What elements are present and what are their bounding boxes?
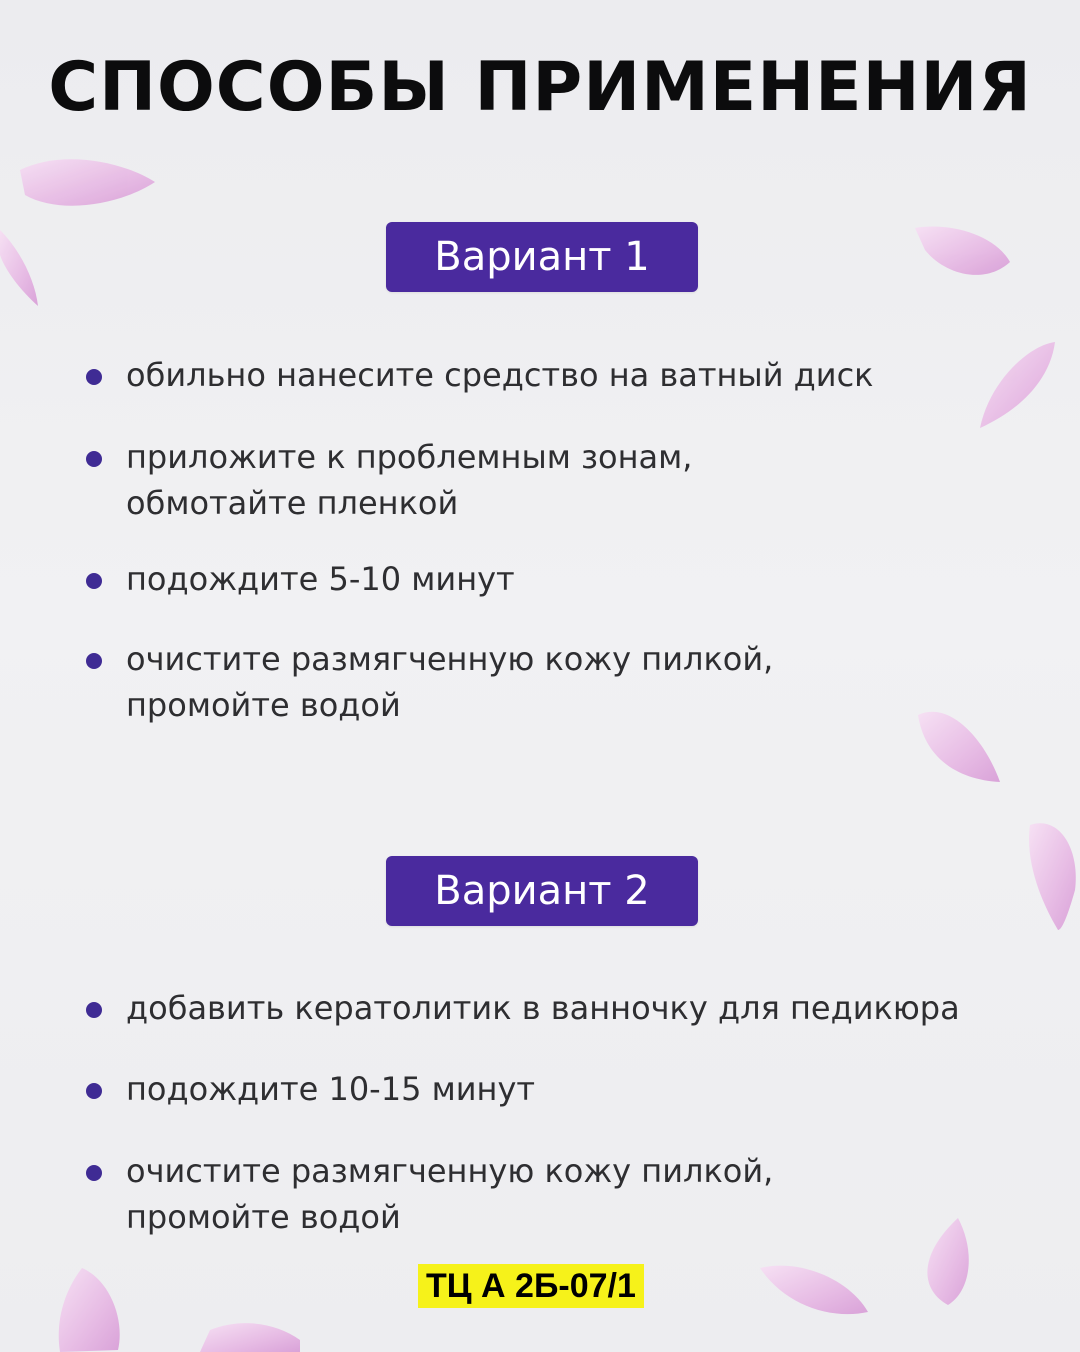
bullet-icon [86,1002,102,1018]
location-tag: ТЦ А 2Б-07/1 [418,1264,644,1308]
list-item: приложите к проблемным зонам, обмотайте пленкой [86,434,986,526]
bullet-icon [86,573,102,589]
page-title: СПОСОБЫ ПРИМЕНЕНИЯ [48,48,1032,127]
bullet-icon [86,451,102,467]
list-item: подождите 5-10 минут [86,556,986,602]
list-item: добавить кератолитик в ванночку для педикюра [86,985,986,1031]
bullet-icon [86,653,102,669]
variant-1-badge: Вариант 1 [386,222,698,292]
list-item: подождите 10-15 минут [86,1066,986,1112]
list-item: обильно нанесите средство на ватный диск [86,352,986,398]
bullet-icon [86,1083,102,1099]
variant-2-badge: Вариант 2 [386,856,698,926]
bullet-icon [86,1165,102,1181]
list-item: очистите размягченную кожу пилкой, промойте водой [86,1148,986,1240]
bullet-icon [86,369,102,385]
list-item: очистите размягченную кожу пилкой, промойте водой [86,636,986,728]
